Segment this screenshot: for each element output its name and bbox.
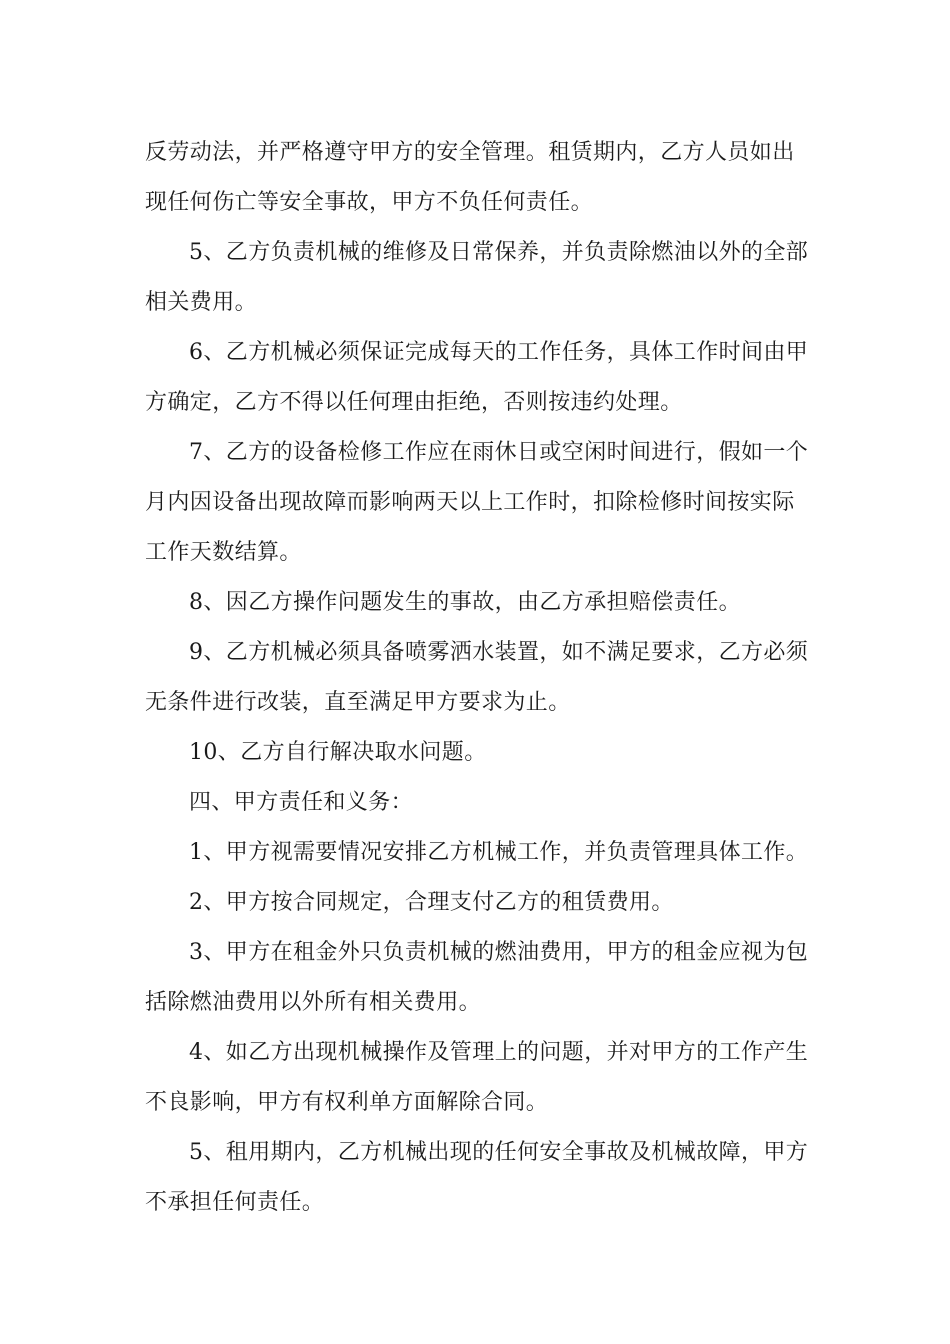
clause-5-line-2: 相关费用。	[145, 290, 258, 315]
clause-10-line-1: 10、乙方自行解决取水问题。	[189, 740, 487, 765]
clause-9-line-2: 无条件进行改装，直至满足甲方要求为止。	[145, 690, 571, 715]
text-line: 现任何伤亡等安全事故，甲方不负任何责任。	[145, 190, 594, 215]
clause-5-line-1: 5、乙方负责机械的维修及日常保养，并负责除燃油以外的全部	[189, 240, 809, 265]
clause-9-line-1: 9、乙方机械必须具备喷雾洒水装置，如不满足要求，乙方必须	[189, 640, 809, 665]
clause-6-line-2: 方确定，乙方不得以任何理由拒绝，否则按违约处理。	[145, 390, 683, 415]
party-a-clause-3-line-1: 3、甲方在租金外只负责机械的燃油费用，甲方的租金应视为包	[189, 940, 809, 965]
clause-7-line-1: 7、乙方的设备检修工作应在雨休日或空闲时间进行，假如一个	[189, 440, 809, 465]
document-body	[145, 128, 810, 1228]
party-a-clause-5-line-2: 不承担任何责任。	[145, 1190, 325, 1215]
party-a-clause-5-line-1: 5、租用期内，乙方机械出现的任何安全事故及机械故障，甲方	[189, 1140, 809, 1165]
text-line: 反劳动法，并严格遵守甲方的安全管理。租赁期内，乙方人员如出	[145, 140, 795, 165]
clause-8-line-1: 8、因乙方操作问题发生的事故，由乙方承担赔偿责任。	[189, 590, 741, 615]
party-a-clause-1: 1、甲方视需要情况安排乙方机械工作，并负责管理具体工作。	[189, 840, 809, 865]
party-a-clause-4-line-2: 不良影响，甲方有权利单方面解除合同。	[145, 1090, 549, 1115]
party-a-clause-3-line-2: 括除燃油费用以外所有相关费用。	[145, 990, 482, 1015]
clause-6-line-1: 6、乙方机械必须保证完成每天的工作任务，具体工作时间由甲	[189, 340, 809, 365]
section-4-heading: 四、甲方责任和义务：	[189, 790, 414, 815]
clause-7-line-2: 月内因设备出现故障而影响两天以上工作时，扣除检修时间按实际	[145, 490, 795, 515]
clause-7-line-3: 工作天数结算。	[145, 540, 302, 565]
party-a-clause-4-line-1: 4、如乙方出现机械操作及管理上的问题，并对甲方的工作产生	[189, 1040, 809, 1065]
party-a-clause-2: 2、甲方按合同规定，合理支付乙方的租赁费用。	[189, 890, 674, 915]
